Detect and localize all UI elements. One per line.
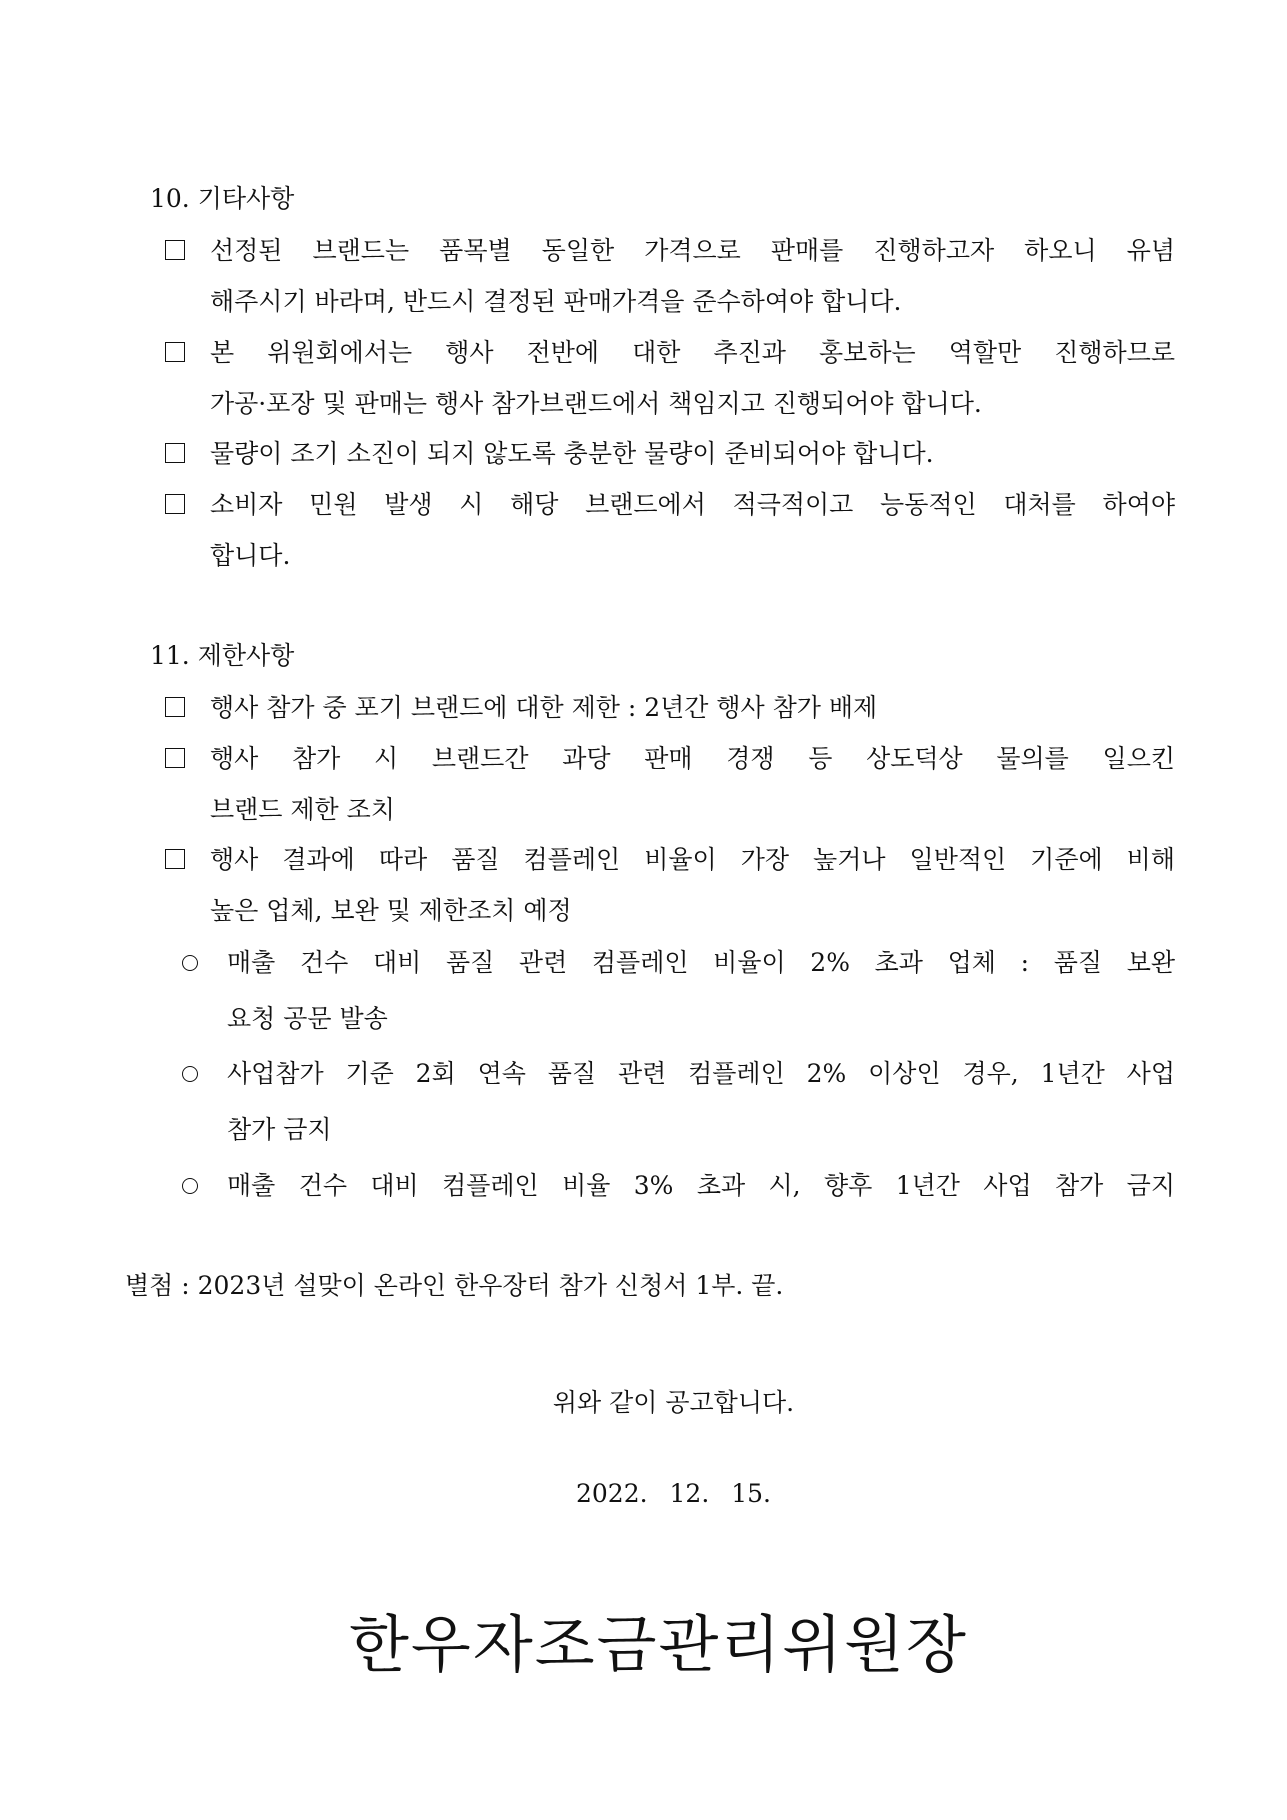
checkbox-icon — [165, 337, 205, 370]
checkbox-icon — [165, 438, 205, 471]
section-11-sub-item-2: 사업참가 기준 2회 연속 품질 관련 컴플레인 2% 이상인 경우, 1년간 사업 참가 금지 — [182, 1058, 1175, 1090]
section-11-sub-item-1: 매출 건수 대비 품질 관련 컴플레인 비율이 2% 초과 업체 : 품질 보완 요청 공문 발송 — [182, 947, 1175, 979]
checkbox-icon — [165, 692, 205, 725]
section-10-item-2: 본 위원회에서는 행사 전반에 대한 추진과 홍보하는 역할만 진행하므로 가공·포장 및 판매는 행사 참가브랜드에서 책임지고 진행되어야 합니다. — [165, 337, 1175, 369]
checkbox-icon — [165, 489, 205, 522]
section-11-item-2: 행사 참가 시 브랜드간 과당 판매 경쟁 등 상도덕상 물의를 일으킨 브랜드 제한 조치 — [165, 743, 1175, 775]
attachment-note: 별첨 : 2023년 설맞이 온라인 한우장터 참가 신청서 1부. 끝. — [125, 1271, 784, 1300]
checkbox-icon — [165, 844, 205, 877]
signer-title: 한우자조금관리위원장 — [349, 1608, 968, 1681]
section-11-item-1: 행사 참가 중 포기 브랜드에 대한 제한 : 2년간 행사 참가 배제 — [165, 692, 1175, 724]
circle-bullet-icon — [182, 947, 222, 979]
circle-bullet-icon — [182, 1170, 222, 1202]
notice-statement: 위와 같이 공고합니다. — [552, 1388, 795, 1417]
checkbox-icon — [165, 743, 205, 776]
section-10-title: 10. 기타사항 — [150, 184, 295, 213]
section-10-item-3: 물량이 조기 소진이 되지 않도록 충분한 물량이 준비되어야 합니다. — [165, 438, 1175, 470]
circle-bullet-icon — [182, 1058, 222, 1090]
section-10-item-4: 소비자 민원 발생 시 해당 브랜드에서 적극적이고 능동적인 대처를 하여야 합니다. — [165, 489, 1175, 521]
section-10-item-1: 선정된 브랜드는 품목별 동일한 가격으로 판매를 진행하고자 하오니 유념 해주시기 바라며, 반드시 결정된 판매가격을 준수하여야 합니다. — [165, 235, 1175, 267]
section-11-item-3: 행사 결과에 따라 품질 컴플레인 비율이 가장 높거나 일반적인 기준에 비해 높은 업체, 보완 및 제한조치 예정 — [165, 844, 1175, 876]
section-11-sub-item-3: 매출 건수 대비 컴플레인 비율 3% 초과 시, 향후 1년간 사업 참가 금지 — [182, 1170, 1175, 1202]
checkbox-icon — [165, 235, 205, 268]
section-11-title: 11. 제한사항 — [150, 641, 295, 670]
issue-date: 2022. 12. 15. — [576, 1479, 771, 1508]
